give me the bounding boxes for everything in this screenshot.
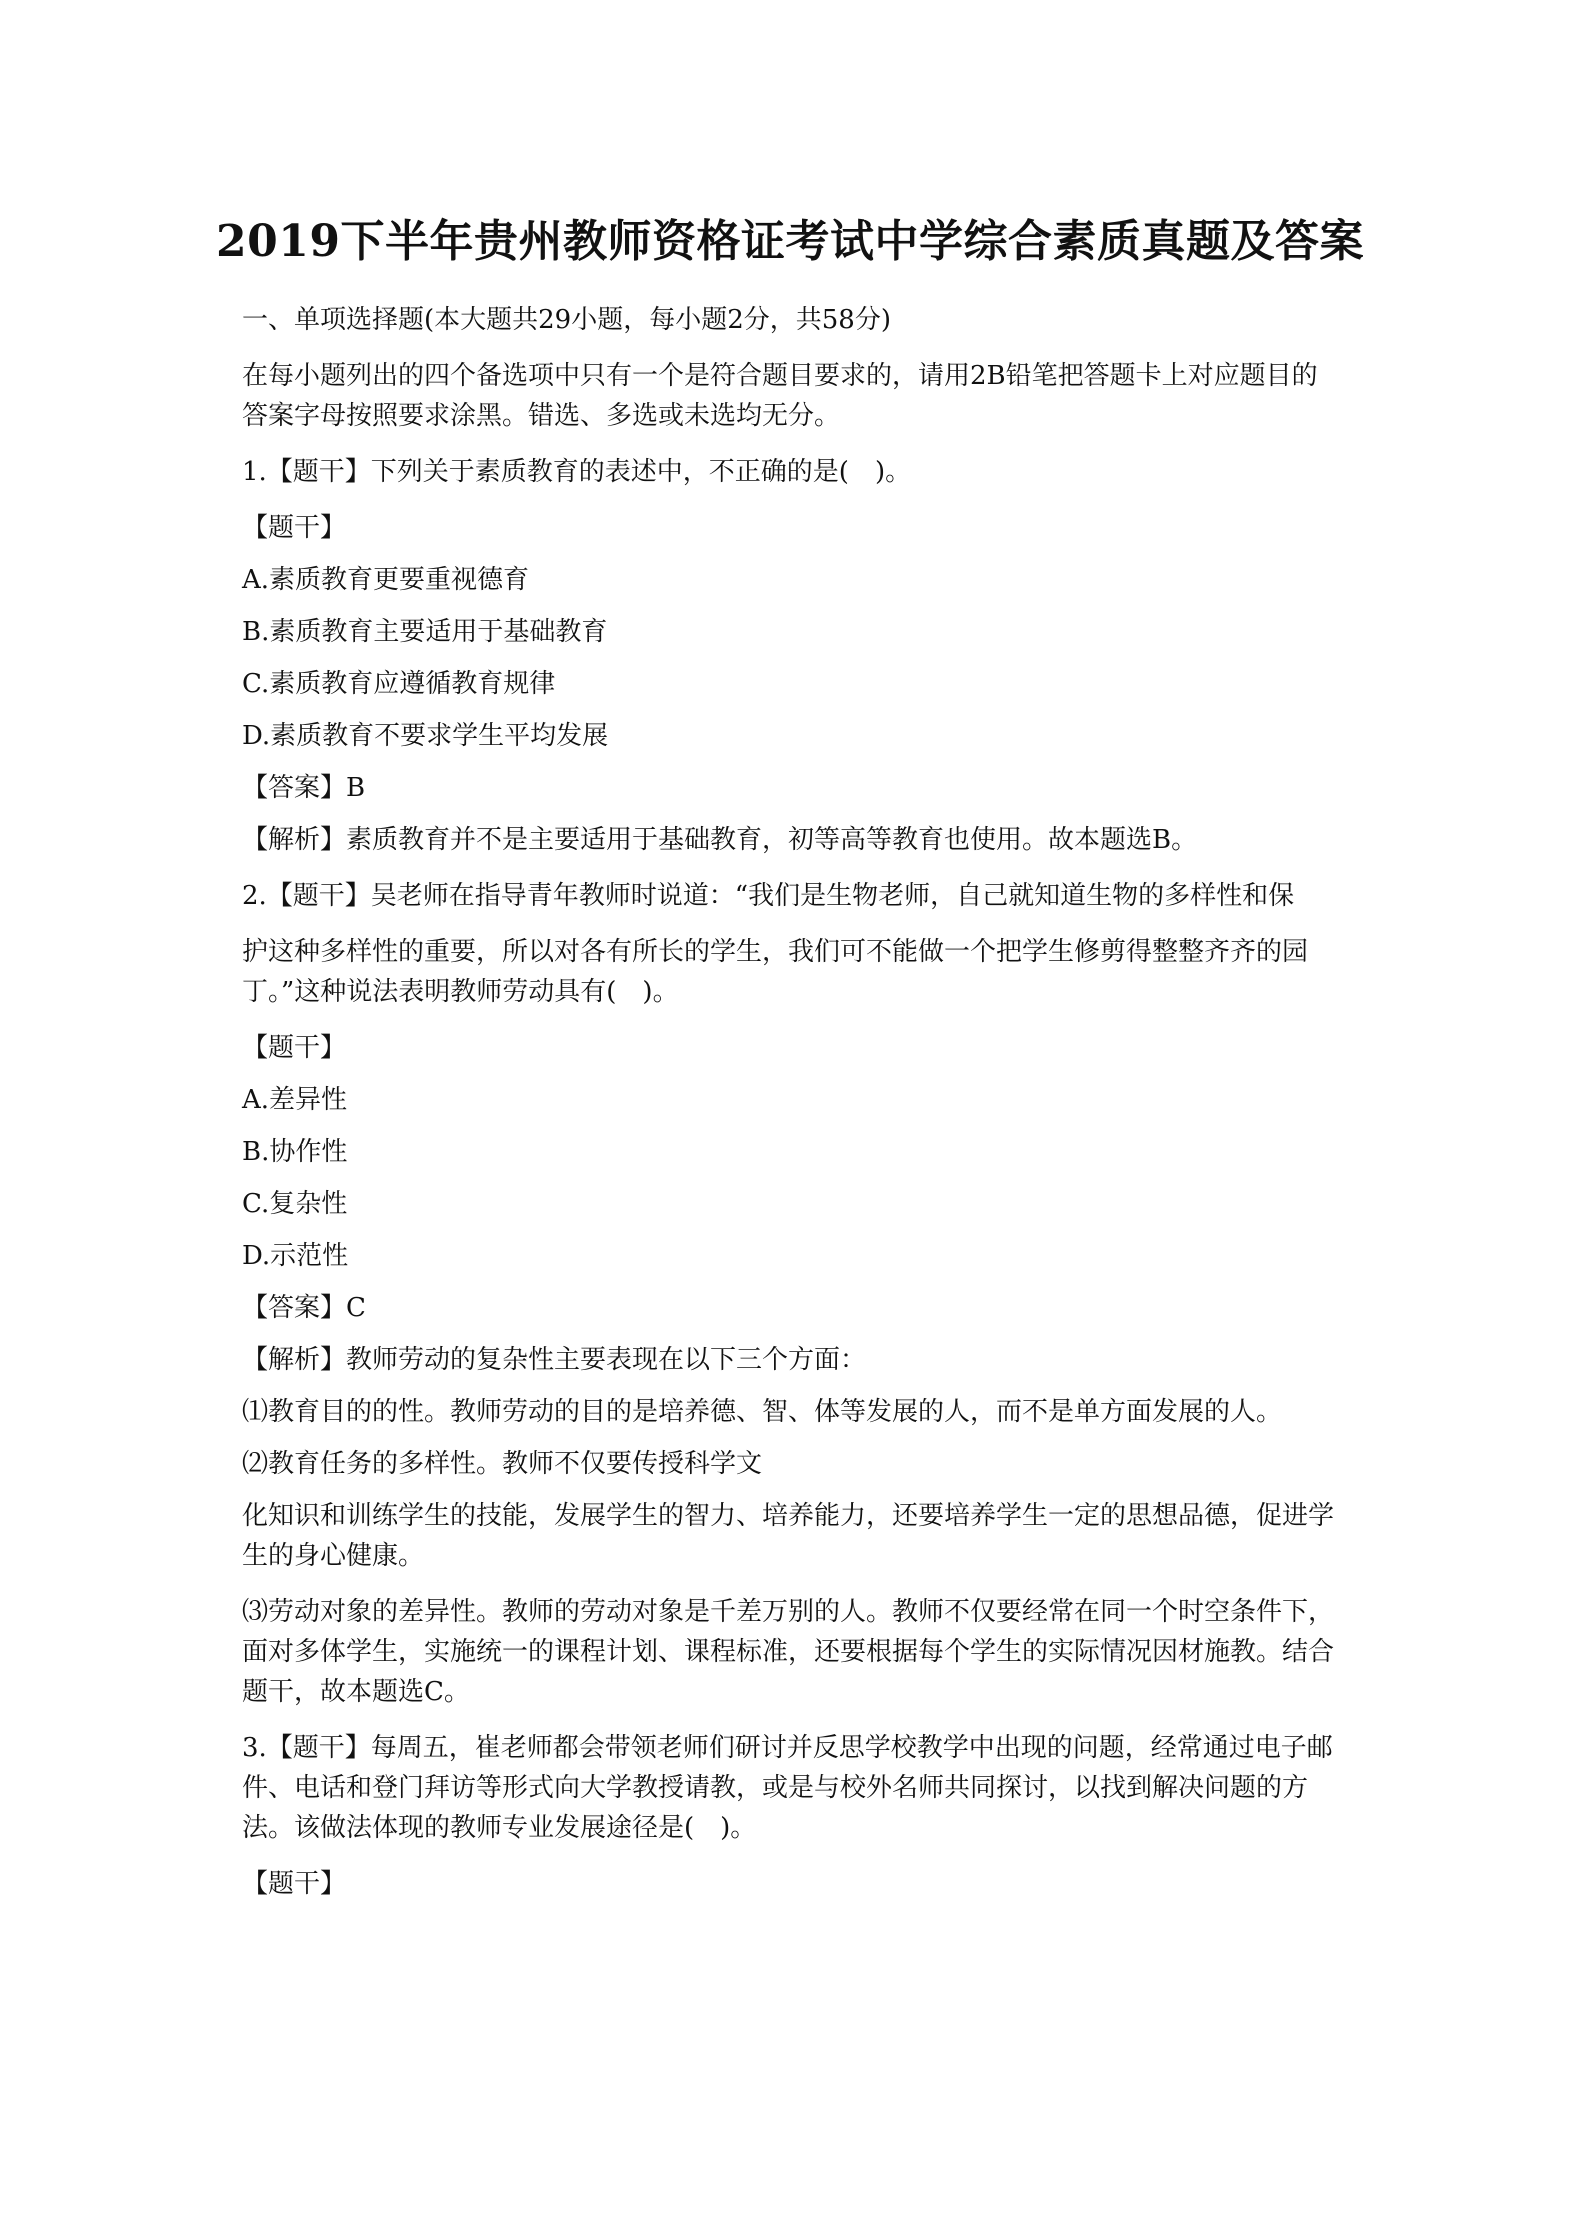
question-2-option-c: C.复杂性 <box>242 1189 348 1219</box>
question-1-stem: 1.【题干】下列关于素质教育的表述中，不正确的是( )。 <box>242 457 912 487</box>
question-2-explanation-point-1: ⑴教育目的的性。教师劳动的目的是培养德、智、体等发展的人，而不是单方面发展的人。 <box>242 1397 1283 1427</box>
question-1-option-b: B.素质教育主要适用于基础教育 <box>242 617 608 647</box>
question-3-stem: 3.【题干】每周五，崔老师都会带领老师们研讨并反思学校教学中出现的问题，经常通过电子邮件、电话和登门拜访等形式向大学教授请教，或是与校外名师共同探讨，以找到解决问题的方法。该做法体现的教师专业发展途径是( )。 <box>242 1733 1333 1843</box>
instructions: 在每小题列出的四个备选项中只有一个是符合题目要求的，请用2B铅笔把答题卡上对应题目的答案字母按照要求涂黑。错选、多选或未选均无分。 <box>242 361 1318 431</box>
document-body <box>242 300 1342 1920</box>
question-1-answer: 【答案】B <box>242 773 366 803</box>
question-2-explanation-intro: 【解析】教师劳动的复杂性主要表现在以下三个方面： <box>242 1345 867 1375</box>
question-1-option-c: C.素质教育应遵循教育规律 <box>242 669 556 699</box>
question-1-stem-label: 【题干】 <box>242 513 347 543</box>
question-2-explanation-point-3: ⑶劳动对象的差异性。教师的劳动对象是千差万别的人。教师不仅要经常在同一个时空条件下，面对多体学生，实施统一的课程计划、课程标准，还要根据每个学生的实际情况因材施教。结合题干，故本题选C。 <box>242 1597 1335 1707</box>
question-2-option-b: B.协作性 <box>242 1137 348 1167</box>
question-3-stem-label: 【题干】 <box>242 1869 347 1899</box>
question-2-option-a: A.差异性 <box>242 1085 348 1115</box>
question-2-explanation-point-2-cont: 化知识和训练学生的技能，发展学生的智力、培养能力，还要培养学生一定的思想品德，促进学生的身心健康。 <box>242 1501 1335 1571</box>
question-2-stem-label: 【题干】 <box>242 1033 347 1063</box>
question-1-option-d: D.素质教育不要求学生平均发展 <box>242 721 609 751</box>
question-1-option-a: A.素质教育更要重视德育 <box>242 565 530 595</box>
question-1-explanation: 【解析】素质教育并不是主要适用于基础教育，初等高等教育也使用。故本题选B。 <box>242 825 1198 855</box>
question-2-explanation-point-2: ⑵教育任务的多样性。教师不仅要传授科学文 <box>242 1449 763 1479</box>
question-2-stem-line-1: 2.【题干】吴老师在指导青年教师时说道：“我们是生物老师，自己就知道生物的多样性和保 <box>242 881 1295 911</box>
question-2-answer: 【答案】C <box>242 1293 366 1323</box>
question-2-option-d: D.示范性 <box>242 1241 349 1271</box>
page-title: 2019下半年贵州教师资格证考试中学综合素质真题及答案 <box>216 216 1364 267</box>
question-2-stem-line-2: 护这种多样性的重要，所以对各有所长的学生，我们可不能做一个把学生修剪得整整齐齐的园丁。”这种说法表明教师劳动具有( )。 <box>242 937 1309 1007</box>
section-heading: 一、单项选择题(本大题共29小题，每小题2分，共58分) <box>242 305 891 335</box>
